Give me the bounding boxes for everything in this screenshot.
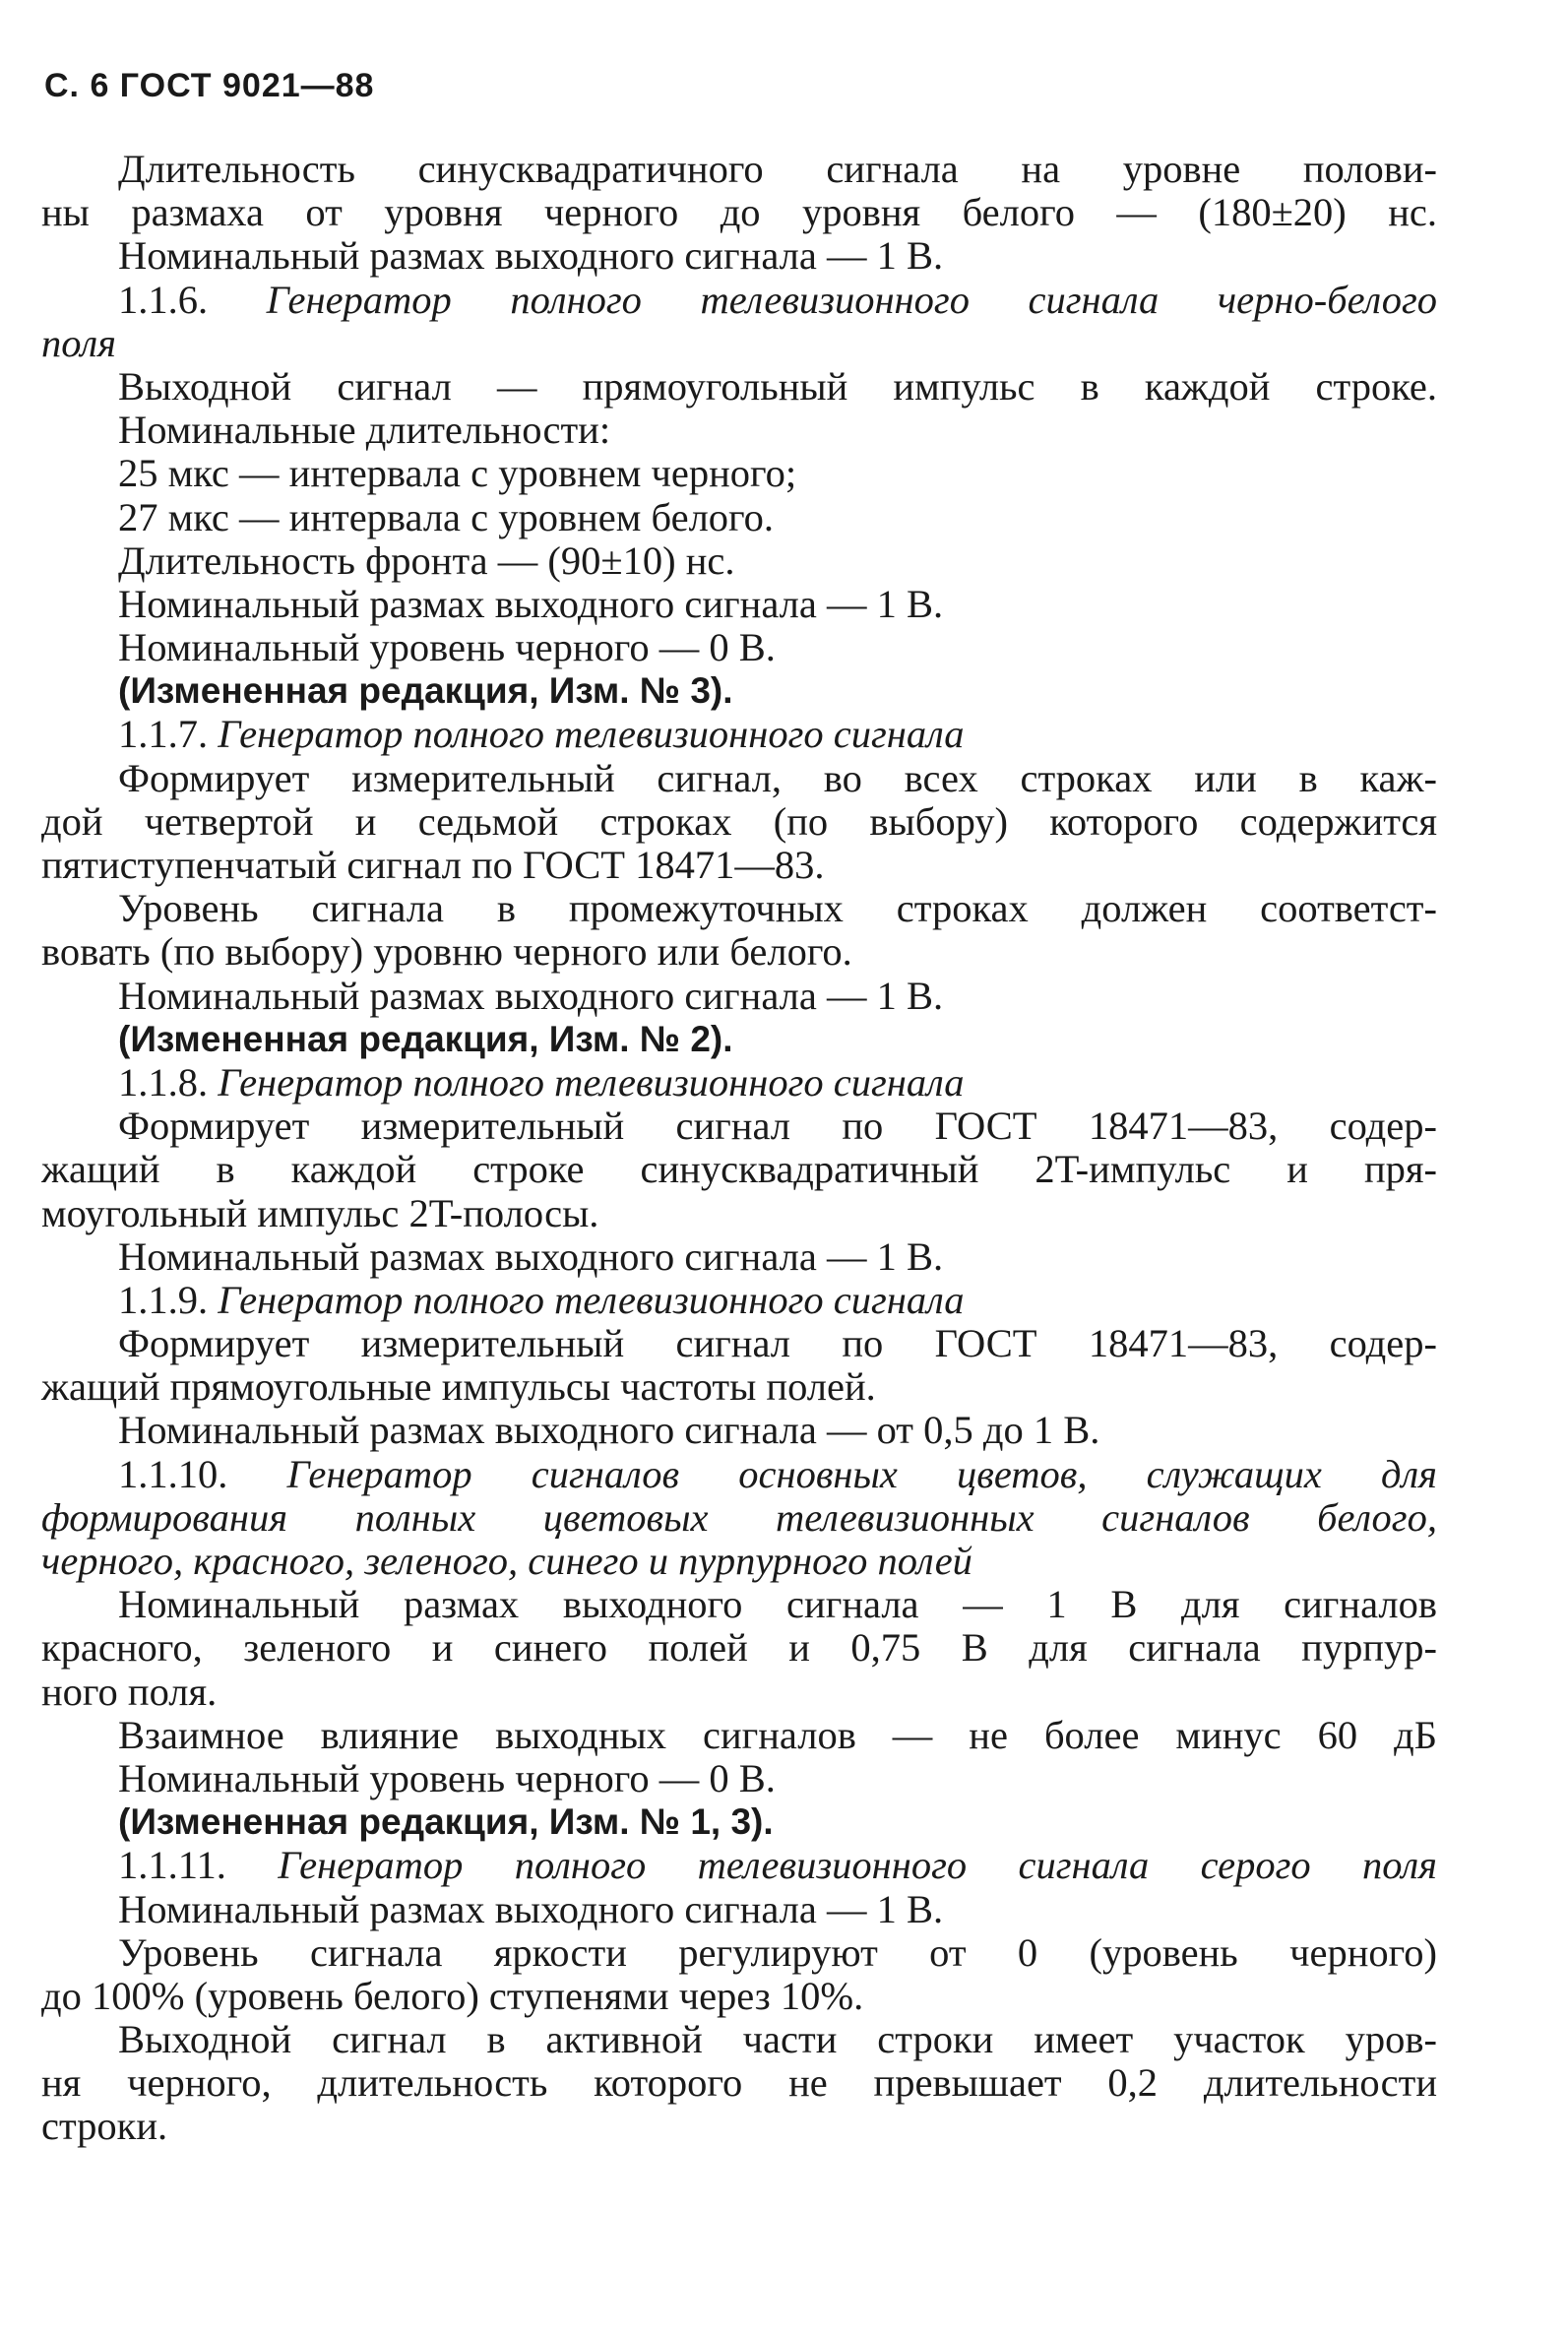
text-line: 1.1.8. Генератор полного телевизионного сигнала	[118, 1059, 965, 1104]
text-line: 25 мкс — интервала с уровнем черного;	[118, 451, 797, 496]
text-line: жащий прямоугольные импульсы частоты полей.	[41, 1364, 876, 1410]
text-line: 1.1.6. Генератор полного телевизионного сигнала черно-белого	[118, 278, 1437, 322]
page-header: С. 6 ГОСТ 9021—88	[44, 67, 375, 104]
text-line: моугольный импульс 2T-полосы.	[41, 1190, 599, 1235]
text-line: Номинальный уровень черного — 0 В.	[118, 625, 776, 670]
text-line: Формирует измерительный сигнал по ГОСТ 18471—83, содер-	[118, 1104, 1437, 1149]
document-body	[41, 148, 1437, 2149]
text-line: Номинальный размах выходного сигнала — 1 В для сигналов	[118, 1583, 1437, 1627]
text-line: Длительность синусквадратичного сигнала на уровне полови-	[118, 148, 1437, 191]
text-line: Номинальный размах выходного сигнала — 1 В.	[118, 233, 944, 279]
text-line: ня черного, длительность которого не превышает 0,2 длительности	[41, 2061, 1437, 2106]
text-line: Взаимное влияние выходных сигналов — не более минус 60 дБ	[118, 1713, 1437, 1757]
text-line: черного, красного, зеленого, синего и пурпурного полей	[41, 1539, 972, 1583]
text-line: Формирует измерительный сигнал, во всех строках или в каж-	[118, 756, 1437, 800]
text-line: 1.1.7. Генератор полного телевизионного сигнала	[118, 712, 965, 757]
text-line: Номинальный размах выходного сигнала — 1 В.	[118, 581, 944, 626]
text-line: 1.1.10. Генератор сигналов основных цветов, служащих для	[118, 1452, 1437, 1496]
text-line: Выходной сигнал в активной части строки имеет участок уров-	[118, 2018, 1437, 2062]
text-line: Номинальный размах выходного сигнала — 1 В.	[118, 1233, 944, 1279]
text-line: вовать (по выбору) уровню черного или белого.	[41, 929, 852, 975]
text-line: пятиступенчатый сигнал по ГОСТ 18471—83.	[41, 843, 825, 887]
text-line: Номинальный размах выходного сигнала — 1 В.	[118, 1886, 944, 1931]
text-line: жащий в каждой строке синусквадратичный 2T-импульс и пря-	[41, 1148, 1437, 1192]
text-line: Уровень сигнала в промежуточных строках должен соответст-	[118, 887, 1437, 931]
text-line: ны размаха от уровня черного до уровня белого — (180±20) нс.	[41, 191, 1437, 235]
text-line: Номинальные длительности:	[118, 408, 611, 453]
text-line: формирования полных цветовых телевизионных сигналов белого,	[41, 1495, 1437, 1540]
text-line: ного поля.	[41, 1669, 218, 1714]
text-line: (Измененная редакция, Изм. № 3).	[118, 670, 733, 712]
text-line: Формирует измерительный сигнал по ГОСТ 18471—83, содер-	[118, 1322, 1437, 1366]
text-line: 1.1.11. Генератор полного телевизионного сигнала серого поля	[118, 1844, 1437, 1888]
text-line: строки.	[41, 2104, 168, 2149]
text-line: (Измененная редакция, Изм. № 1, 3).	[118, 1801, 774, 1843]
text-line: поля	[41, 320, 116, 365]
text-line: Длительность фронта — (90±10) нс.	[118, 537, 735, 583]
text-line: Номинальный уровень черного — 0 В.	[118, 1755, 776, 1800]
text-line: (Измененная редакция, Изм. № 2).	[118, 1018, 733, 1059]
text-line: Выходной сигнал — прямоугольный импульс в каждой строке.	[118, 364, 1437, 409]
text-line: 1.1.9. Генератор полного телевизионного сигнала	[118, 1277, 965, 1322]
text-line: до 100% (уровень белого) ступенями через 10%.	[41, 1973, 864, 2018]
text-line: дой четвертой и седьмой строках (по выбору) которого содержится	[41, 799, 1437, 844]
text-line: 27 мкс — интервала с уровнем белого.	[118, 494, 775, 539]
text-line: красного, зеленого и синего полей и 0,75 В для сигнала пурпур-	[41, 1626, 1437, 1671]
text-line: Уровень сигнала яркости регулируют от 0 (уровень черного)	[118, 1930, 1437, 1975]
text-line: Номинальный размах выходного сигнала — от 0,5 до 1 В.	[118, 1408, 1100, 1453]
text-line: Номинальный размах выходного сигнала — 1 В.	[118, 973, 944, 1018]
